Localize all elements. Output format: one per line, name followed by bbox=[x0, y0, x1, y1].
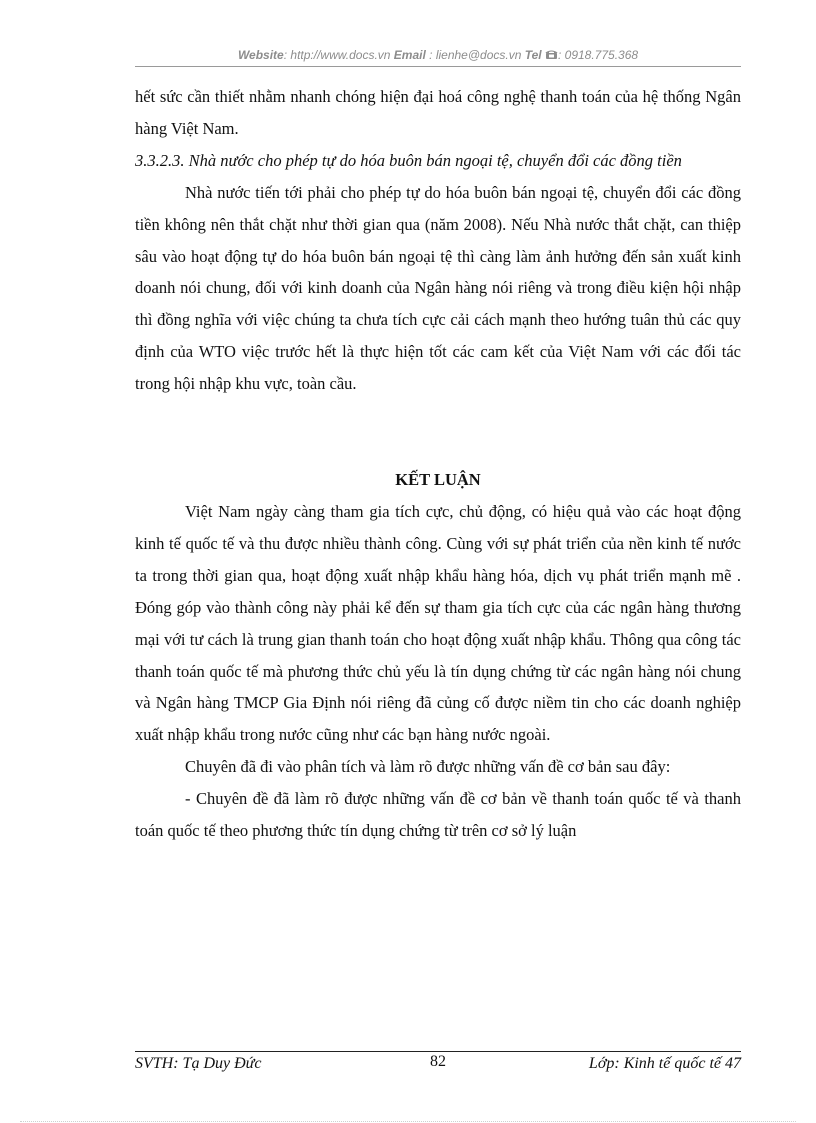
email-label: Email bbox=[393, 48, 426, 62]
tel-label: Tel bbox=[524, 48, 542, 62]
footer-class: Lớp: Kinh tế quốc tế 47 bbox=[588, 1055, 741, 1072]
continuation-paragraph: hết sức cần thiết nhằm nhanh chóng hiện đại hoá công nghệ thanh toán của hệ thống Ngân hàng Việt Nam. bbox=[135, 87, 741, 138]
paragraph-1: Nhà nước tiến tới phải cho phép tự do hóa buôn bán ngoại tệ, chuyển đổi các đồng tiền không nên thắt chặt như thời gian qua (năm 2008). Nếu Nhà nước thắt chặt, can thiệp sâu vào hoạt động tự do hóa buôn bán ngoại tệ thì càng làm ảnh hưởng đến sản xuất kinh doanh nói chung, đối với kinh doanh của Ngân hàng nói riêng và trong điều kiện hội nhập thì đồng nghĩa với việc chúng ta chưa tích cực cải cách mạnh theo hướng tuân thủ các quy định của WTO việc trước hết là thực hiện tốt các cam kết của Việt Nam với các đối tác trong hội nhập khu vực, toàn cầu. bbox=[135, 182, 741, 394]
email-value: : lienhe@docs.vn bbox=[429, 48, 522, 62]
website-label: Website bbox=[237, 48, 284, 62]
paragraph-3: Chuyên đã đi vào phân tích và làm rõ được những vấn đề cơ bản sau đây: bbox=[185, 757, 671, 777]
section-title: KẾT LUẬN bbox=[395, 470, 481, 490]
spacer bbox=[135, 400, 741, 464]
paragraph-2: Việt Nam ngày càng tham gia tích cực, chủ động, có hiệu quả vào các hoạt động kinh tế quốc tế và thu được nhiều thành công. Cùng với sự phát triển của nền kinh tế nước ta trong thời gian qua, hoạt động xuất nhập khẩu hàng hóa, dịch vụ phát triển mạnh mẽ . Đóng góp vào thành công này phải kể đến sự tham gia tích cực của các ngân hàng thương mại với tư cách là trung gian thanh toán cho hoạt động xuất nhập khẩu. Thông qua công tác thanh toán quốc tế mà phương thức chủ yếu là tín dụng chứng từ các ngân hàng nói chung và Ngân hàng TMCP Gia Định nói riêng đã củng cố được niềm tin cho các doanh nghiệp xuất nhập khẩu trong nước cũng như các bạn hàng nước ngoài. bbox=[135, 501, 741, 745]
footer-student: SVTH: Tạ Duy Đức bbox=[135, 1055, 262, 1072]
page-footer bbox=[135, 1055, 741, 1077]
page-number: 82 bbox=[430, 1053, 446, 1070]
phone-icon bbox=[545, 49, 558, 60]
body-text bbox=[135, 81, 741, 847]
page-bottom-border bbox=[20, 1121, 796, 1122]
section-subheading: 3.3.2.3. Nhà nước cho phép tự do hóa buôn bán ngoại tệ, chuyển đổi các đồng tiền bbox=[135, 150, 682, 170]
header-rule bbox=[135, 66, 741, 67]
page-header bbox=[135, 48, 741, 62]
footer-rule bbox=[135, 1051, 741, 1052]
website-value: : http://www.docs.vn bbox=[283, 48, 391, 62]
paragraph-4: - Chuyên đề đã làm rõ được những vấn đề cơ bản về thanh toán quốc tế và thanh toán quốc tế theo phương thức tín dụng chứng từ trên cơ sở lý luận bbox=[135, 789, 741, 841]
tel-value: : 0918.775.368 bbox=[557, 48, 639, 62]
